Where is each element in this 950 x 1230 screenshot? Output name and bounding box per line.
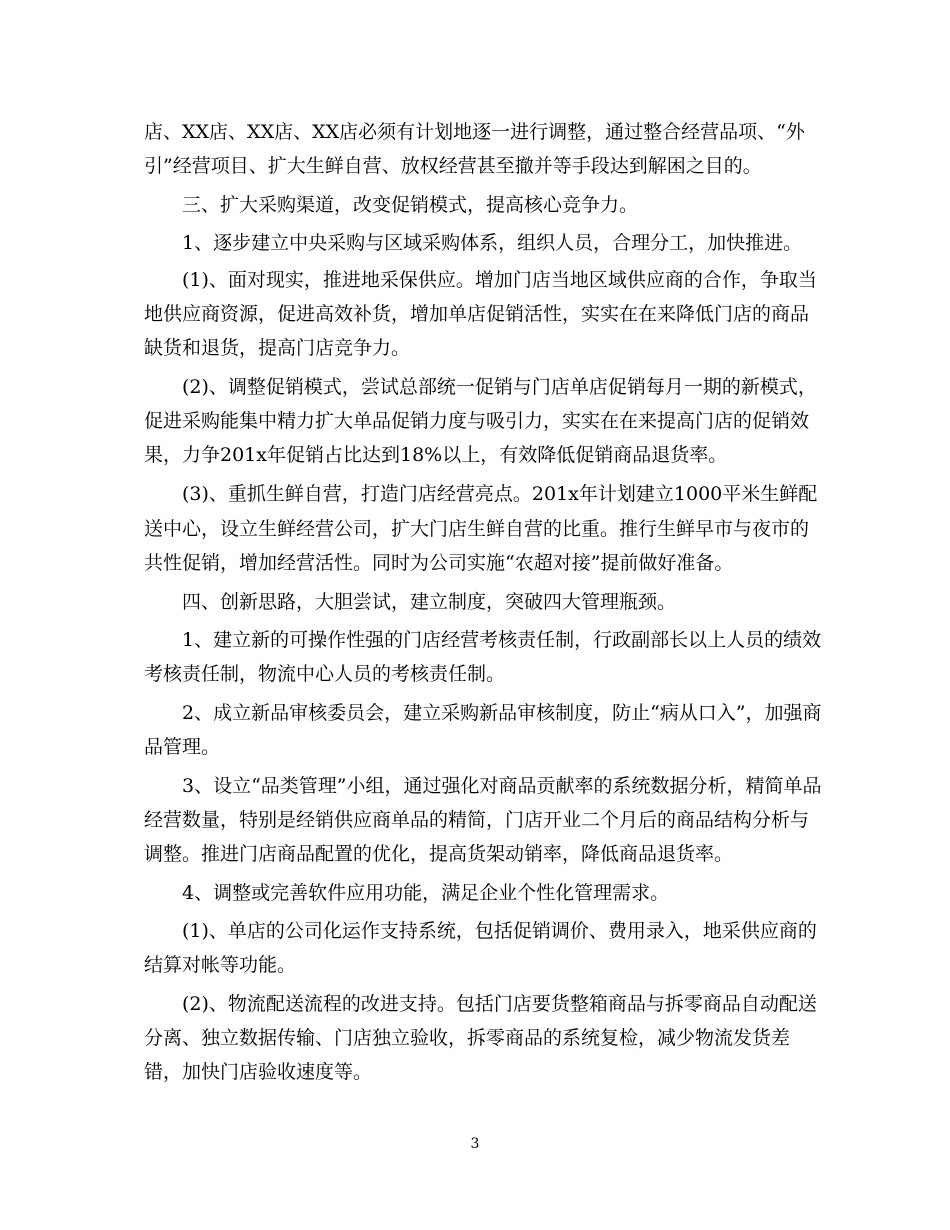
line-text: 共性促销，增加经营活性。同时为公司实施“农超对接”提前做好准备。 <box>144 552 734 574</box>
line-text: 送中心，设立生鲜经营公司，扩大门店生鲜自营的比重。推行生鲜早市与夜市的 <box>144 518 810 540</box>
line-text: 引”经营项目、扩大生鲜自营、放权经营甚至撤并等手段达到解困之目的。 <box>144 155 762 177</box>
line-text: 4、调整或完善软件应用功能，满足企业个性化管理需求。 <box>182 882 670 904</box>
line-text: 四、创新思路，大胆尝试，建立制度，突破四大管理瓶颈。 <box>182 591 677 613</box>
line-text: 店、XX店、XX店、XX店必须有计划地逐一进行调整，通过整合经营品项、“外 <box>144 121 805 143</box>
line-text: 分离、独立数据传输、门店独立验收，拆零商品的系统复检，减少物流发货差 <box>144 1027 791 1049</box>
line-text: 三、扩大采购渠道，改变促销模式，提高核心竞争力。 <box>182 194 639 216</box>
line-text: 果，力争201x年促销占比达到18%以上，有效降低促销商品退货率。 <box>144 444 728 466</box>
line-text: 错，加快门店验收速度等。 <box>144 1061 373 1083</box>
line-text: 1、建立新的可操作性强的门店经营考核责任制，行政副部长以上人员的绩效 <box>182 629 822 651</box>
line-text: (1)、单店的公司化运作支持系统，包括促销调价、费用录入，地采供应商的 <box>182 920 817 942</box>
line-text: 1、逐步建立中央采购与区域采购体系，组织人员，合理分工，加快推进。 <box>182 232 803 254</box>
line-text: 3、设立“品类管理”小组，通过强化对商品贡献率的系统数据分析，精简单品 <box>182 775 822 797</box>
line-text: 经营数量，特别是经销供应商单品的精简，门店开业二个月后的商品结构分析与 <box>144 809 810 831</box>
line-text: (1)、面对现实，推进地采保供应。增加门店当地区域供应商的合作，争取当 <box>182 269 817 291</box>
page-number: 3 <box>470 1136 480 1152</box>
line-text: 品管理。 <box>144 736 221 758</box>
line-text: (2)、调整促销模式，尝试总部统一促销与门店单店促销每月一期的新模式， <box>182 376 817 398</box>
line-text: (2)、物流配送流程的改进支持。包括门店要货整箱商品与拆零商品自动配送 <box>182 993 817 1015</box>
line-text: 地供应商资源，促进高效补货，增加单店促销活性，实实在在来降低门店的商品 <box>144 303 810 325</box>
line-text: 调整。推进门店商品配置的优化，提高货架动销率，降低商品退货率。 <box>144 843 734 865</box>
line-text: 缺货和退货，提高门店竞争力。 <box>144 337 411 359</box>
line-text: (3)、重抓生鲜自营，打造门店经营亮点。201x年计划建立1000平米生鲜配 <box>182 483 818 505</box>
line-text: 促进采购能集中精力扩大单品促销力度与吸引力，实实在在来提高门店的促销效 <box>144 410 810 432</box>
line-text: 2、成立新品审核委员会，建立采购新品审核制度，防止“病从口入”，加强商 <box>182 702 822 724</box>
line-text: 结算对帐等功能。 <box>144 954 297 976</box>
line-text: 考核责任制，物流中心人员的考核责任制。 <box>144 663 506 685</box>
